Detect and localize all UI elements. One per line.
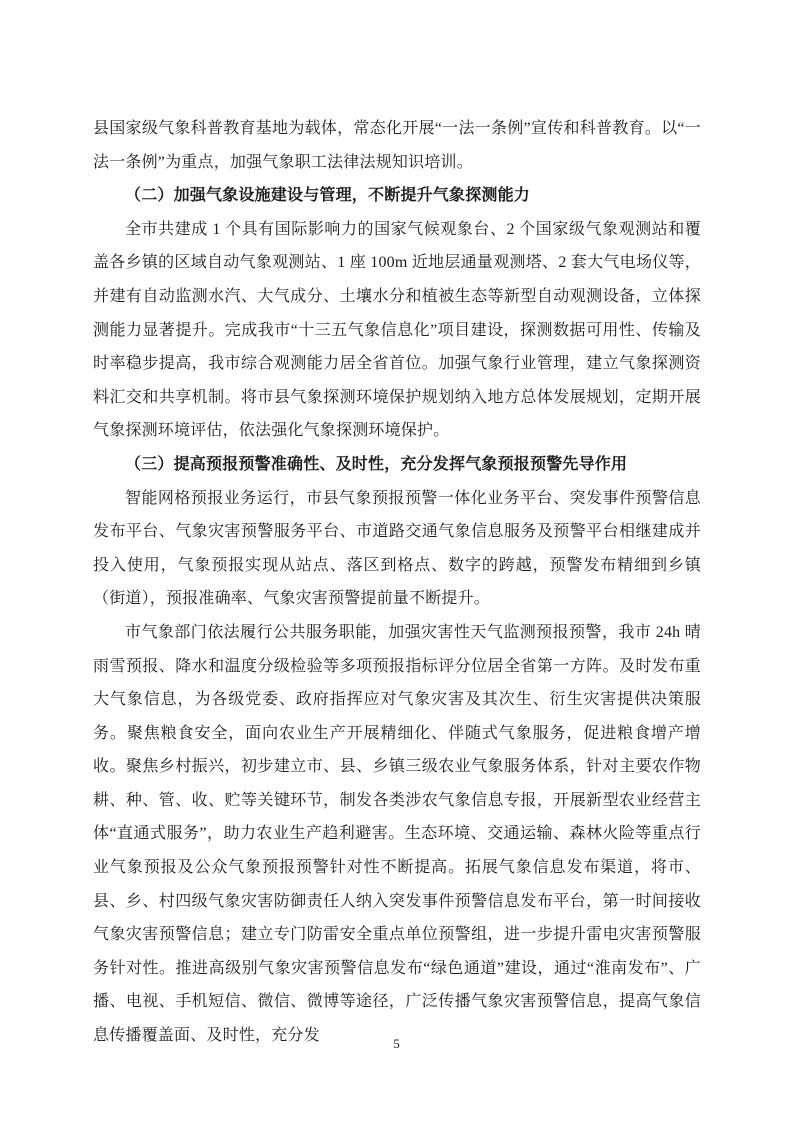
section-heading-2: （二）加强气象设施建设与管理，不断提升气象探测能力 [125,187,531,205]
body-paragraph-public-service: 市气象部门依法履行公共服务职能，加强灾害性天气监测预报预警，我市 24h 晴雨雪预报、降水和温度分级检验等多项预报指标评分位居全省第一方阵。及时发布重大气象信息，为各级党委、政府指挥应对气象灾害及其次生、衍生灾害提供决策服务。聚焦粮食安全，面向农业生产开展精细化、伴随式气象服务，促进粮食增产增收。聚焦乡村振兴，初步建立市、县、乡镇三级农业气象服务体系，针对主要农作物耕、种、管、收、贮等关键环节，制发各类涉农气象信息专报，开展新型农业经营主体“直通式服务”，助力农业生产趋利避害。生态环境、交通运输、森林火险等重点行业气象预报及公众气象预报预警针对性不断提高。拓展气象信息发布渠道，将市、县、乡、村四级气象灾害防御责任人纳入突发事件预警信息发布平台，第一时间接收气象灾害预警信息；建立专门防雷安全重点单位预警组，进一步提升雷电灾害预警服务针对性。推进高级别气象灾害预警信息发布“绿色通道”建设，通过“淮南发布”、广播、电视、手机短信、微信、微博等途径，广泛传播气象灾害预警信息，提高气象信息传播覆盖面、及时性，充分发 [93,623,701,1045]
body-paragraph-forecast-platforms: 智能网格预报业务运行，市县气象预报预警一体化业务平台、突发事件预警信息发布平台、气象灾害预警服务平台、市道路交通气象信息服务及预警平台相继建成并投入使用，气象预报实现从站点、落区到格点、数字的跨越，预警发布精细到乡镇（街道），预报准确率、气象灾害预警提前量不断提升。 [93,489,701,608]
document-body [93,112,701,1053]
page-number: 5 [393,1036,400,1051]
section-heading-3: （三）提高预报预警准确性、及时性，充分发挥气象预报预警先导作用 [125,455,628,473]
body-paragraph-observation: 全市共建成 1 个具有国际影响力的国家气候观象台、2 个国家级气象观测站和覆盖各乡镇的区域自动气象观测站、1 座 100m 近地层通量观测塔、2 套大气电场仪等，并建有自动监测水汽、大气成分、土壤水分和植被生态等新型自动观测设备，立体探测能力显著提升。完成我市“十三五气象信息化”项目建设，探测数据可用性、传输及时率稳步提高，我市综合观测能力居全省首位。加强气象行业管理，建立气象探测资料汇交和共享机制。将市县气象探测环境保护规划纳入地方总体发展规划，定期开展气象探测环境评估，依法强化气象探测环境保护。 [93,220,701,440]
body-paragraph-continuation: 县国家级气象科普教育基地为载体，常态化开展“一法一条例”宣传和科普教育。以“一法一条例”为重点，加强气象职工法律法规知识培训。 [93,120,701,171]
